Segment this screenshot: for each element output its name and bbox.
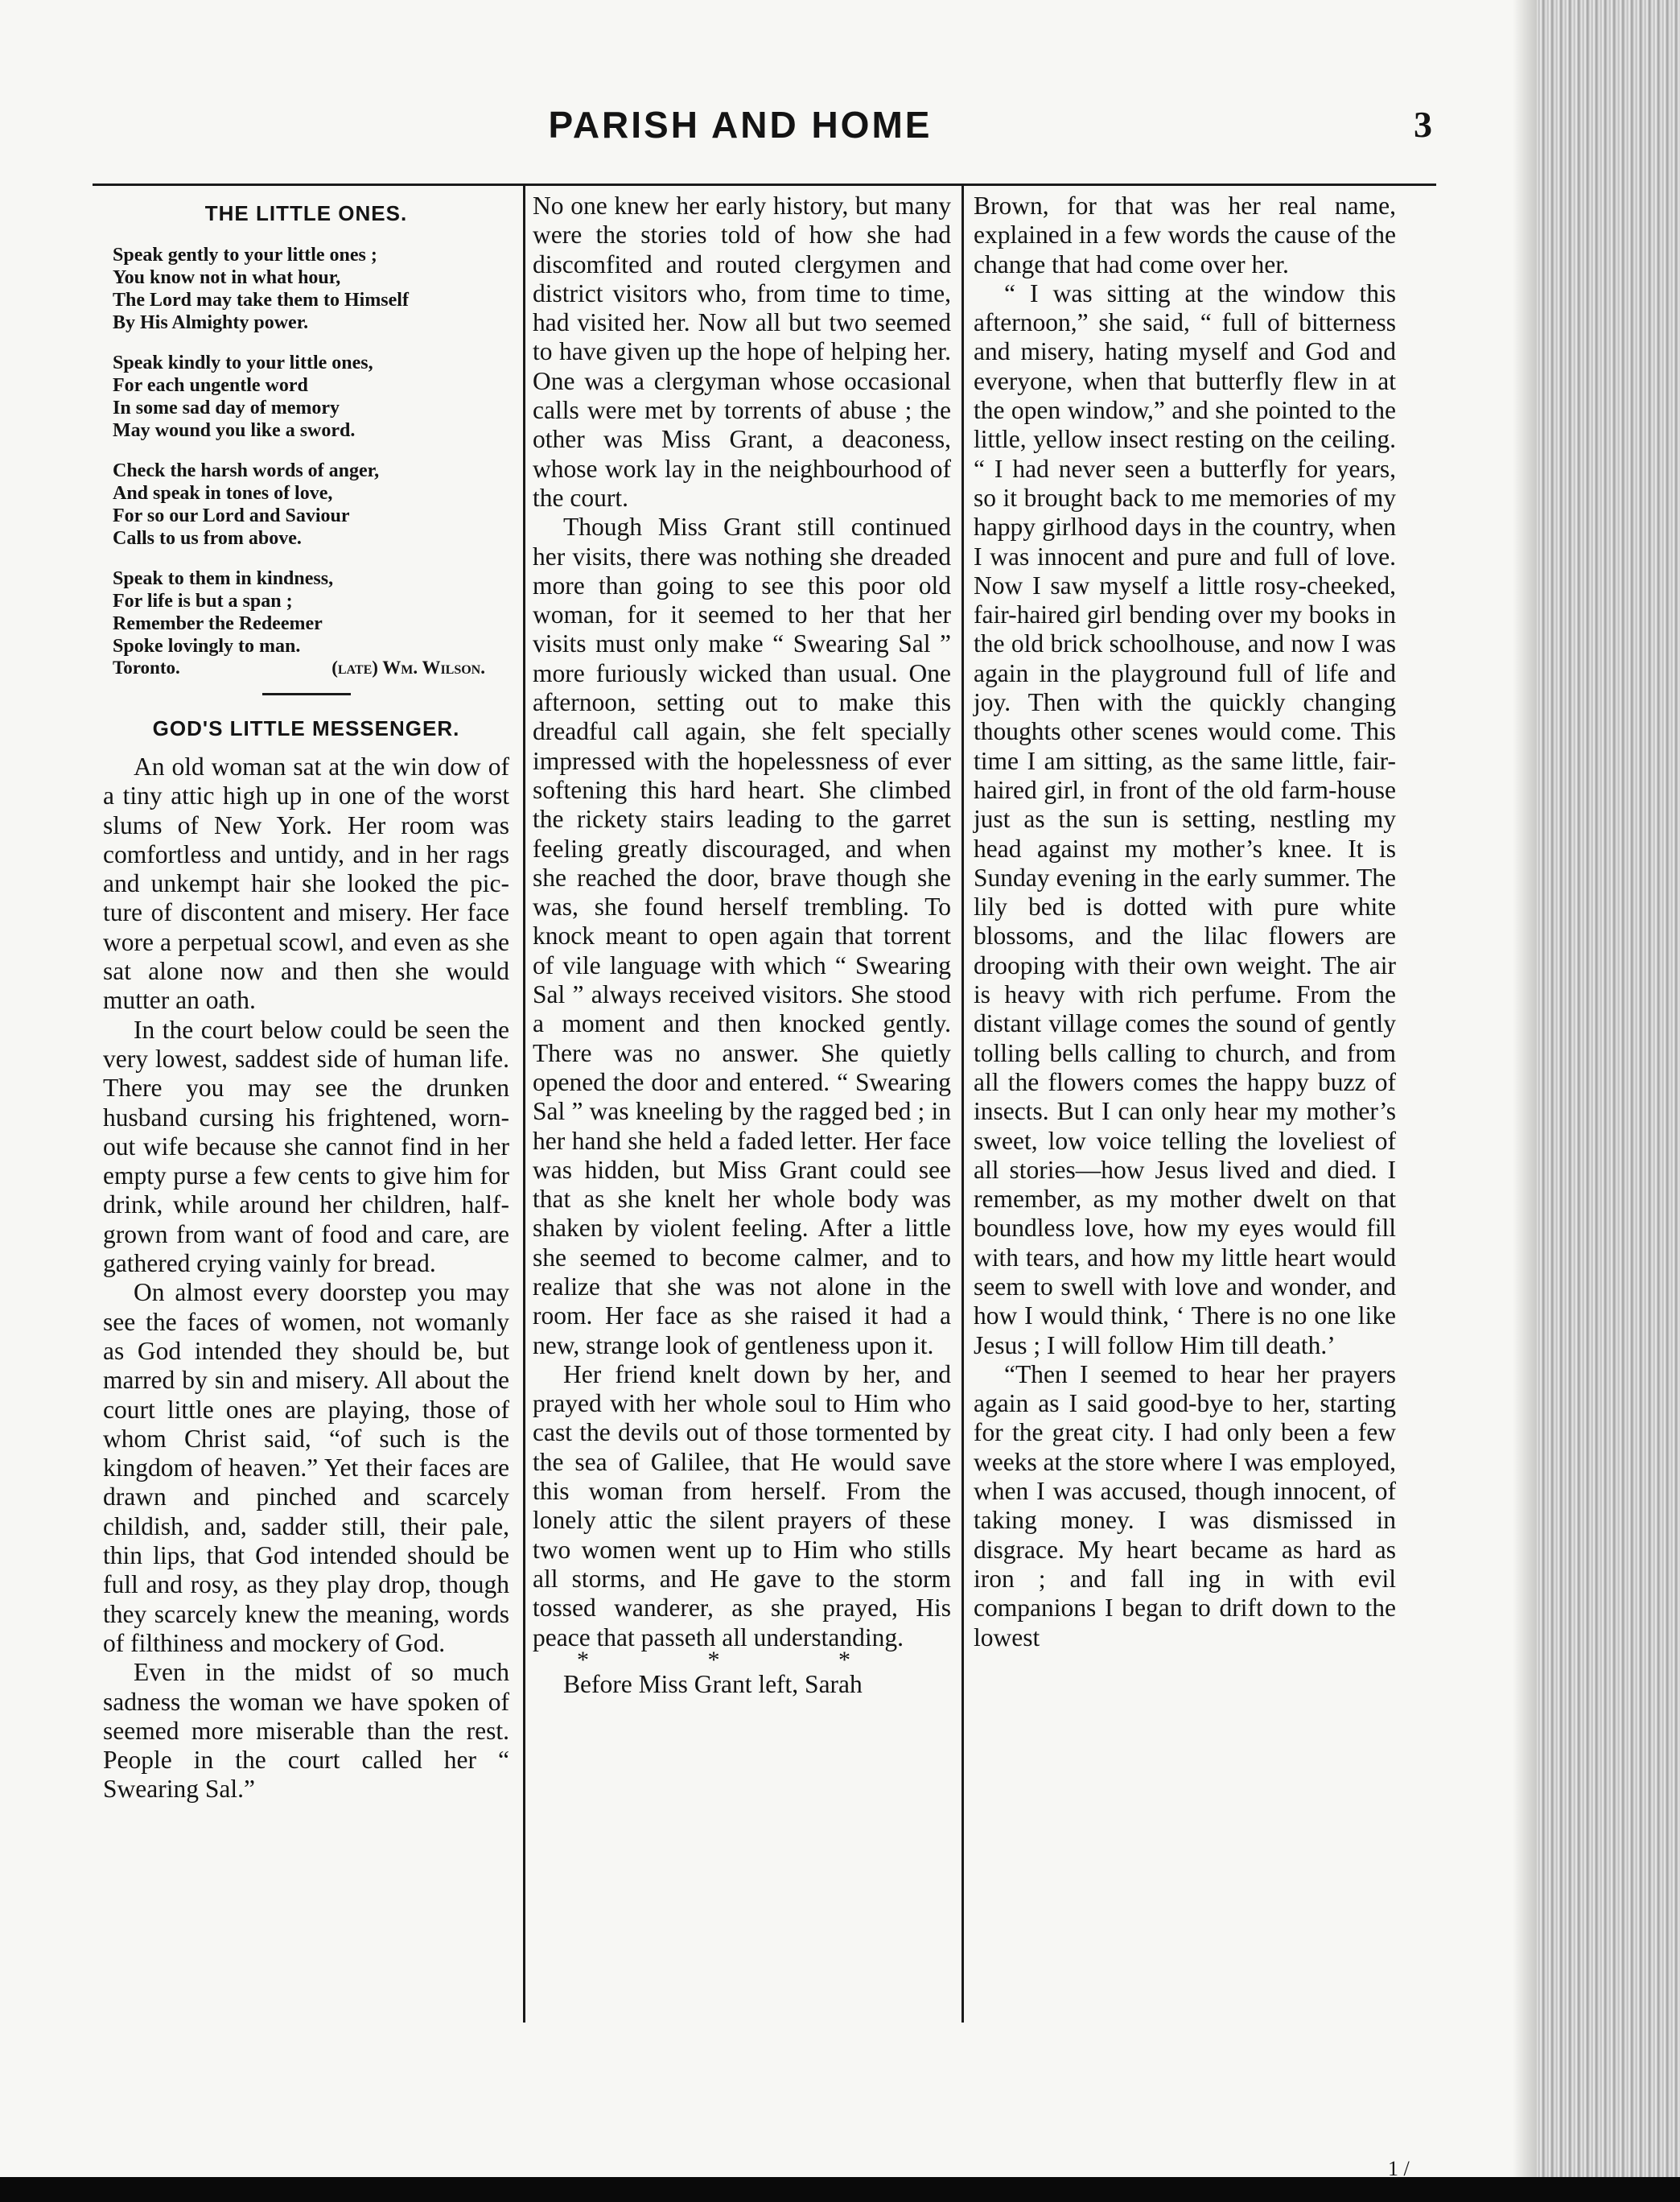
story-paragraph: Though Miss Grant still continued her visits, there was nothing she dreaded more than going to see this poor old woman, for it seemed to her that her visits must only make “ Swearing Sal ” more furiously wicked than usual. One afternoon, setting out to make this dreadful call again, she felt specially impressed with the hopelessness of ever softening this hard heart. She climbed the rickety stairs leading to the garret feeling greatly discouraged, and when she reached the door, brave though she was, she found herself trembling. To knock meant to open again that torrent of vile language with which “ Swearing Sal ” always received visitors. She stood a moment and then knocked gently. There was no answer. She quietly opened the door and entered. “ Swearing Sal ” was kneeling by the ragged bed ; in her hand she held a faded letter. Her face was hidden, but Miss Grant could see that as she knelt her whole body was shaken by violent feeling. After a little she seemed to become calmer, and to realize that she was not alone in the room. Her face as she raised it had a new, strange look of gentleness upon it. (533, 513, 951, 1359)
footer-marks: 1 / (1388, 2157, 1410, 2180)
poem-line: For each ungentle word (113, 375, 308, 396)
story-paragraph: An old woman sat at the win dow of a tiny attic high up in one of the worst slums of New York. Her room was comfortless and untidy, and in her rags and unkempt hair she looked the picture of discontent and misery. Her face wore a perpetual scowl, and even as she sat alone now and then she would mutter an oath. (103, 753, 509, 1015)
book-spine (1537, 0, 1680, 2202)
column-2 (533, 192, 951, 1699)
poem-title: THE LITTLE ONES. (204, 201, 408, 225)
poem-line: And speak in tones of love, (113, 483, 333, 504)
poem-stanza (113, 567, 509, 658)
story-paragraph: “Then I seemed to hear her prayers again as I said good-bye to her, starting for the great city. I had only been a few weeks at the store where I was employed, when I was accused, though innocent, of taking money. I was dismissed in disgrace. My heart became as hard as iron ; and fall ing in with evil companions I began to drift down to the lowest (974, 1359, 1396, 1652)
section-separator: * * * (577, 1646, 907, 1673)
poem-line: By His Almighty power. (113, 312, 309, 333)
poem-line: For life is but a span ; (113, 591, 293, 612)
running-header: PARISH AND HOME (548, 104, 933, 146)
poem-signature (113, 658, 509, 678)
column-3 (974, 192, 1396, 1652)
story-paragraph: Even in the midst of so much sadness the woman we have spoken of seemed more miserable than the rest. People in the court called her “ Swearing Sal.” (103, 1658, 509, 1804)
poem-line: Calls to us from above. (113, 528, 302, 549)
poem-line: The Lord may take them to Himself (113, 290, 409, 311)
column-divider-1 (523, 184, 525, 2023)
column-divider-2 (961, 184, 964, 2023)
poem-line: Check the harsh words of anger, (113, 460, 380, 481)
poem-line: Remember the Redeemer (113, 613, 323, 634)
poem-stanza (113, 460, 509, 550)
story-paragraph: In the court below could be seen the very lowest, saddest side of human life. There you may see the drunken husband cursing his frightened, worn-out wife because she cannot find in her empty purse a few cents to give him for drink, while around her children, half-grown from want of food and care, are gathered crying vainly for bread. (103, 1015, 509, 1278)
story-paragraph: Brown, for that was her real name, explained in a few words the cause of the change that had come over her. (974, 192, 1396, 278)
story-paragraph: “ I was sitting at the window this afternoon,” she said, “ full of bitterness and misery, hating myself and God and everyone, when that butterfly flew in at the open window,” and she pointed to the little, yellow insect resting on the ceiling. “ I had never seen a butterfly for years, so it brought back to me memories of my happy girlhood days in the country, when I was innocent and pure and full of love. Now I saw myself a little rosy-cheeked, fair-haired girl bending over my books in the old brick schoolhouse, and now I was again in the playground full of life and joy. Then with the quickly changing thoughts other scenes would come. This time I am sitting, as the same little, fair-haired girl, in front of the old farm-house just as the sun is setting, nestling my head against my mother’s knee. It is Sunday evening in the early summer. The lily bed is dotted with pure white blossoms, and the lilac flowers are drooping with their own weight. The air is heavy with rich perfume. From the distant village comes the sound of gently tolling bells calling to church, and from all the flowers comes the happy buzz of insects. But I can only hear my mother’s sweet, low voice telling the loveliest of all stories—how Jesus lived and died. I remember, as my mother dwelt on that boundless love, how my eyes would fill with tears, and how my little heart would seem to swell with love and wonder, and how I would think, ‘ There is no one like Jesus ; I will follow Him till death.’ (974, 278, 1396, 1359)
header-rule (93, 184, 1436, 186)
poem-line: In some sad day of memory (113, 398, 340, 419)
story-paragraph: No one knew her early history, but many were the stories told of how she had discomfited and routed clergymen and district visitors who, from time to time, had visited her. Now all but two seemed to have given up the hope of helping her. One was a clergyman whose occasional calls were met by torrents of abuse ; the other was Miss Grant, a deaconess, whose work lay in the neighbourhood of the court. (533, 192, 951, 512)
bottom-edge (0, 2177, 1680, 2202)
poem-body (103, 244, 509, 678)
page-number: 3 (1414, 104, 1432, 145)
story-paragraph: Before Miss Grant left, Sarah (563, 1669, 863, 1698)
poem-place: Toronto. (113, 658, 180, 678)
poem-stanza (113, 352, 509, 442)
story-title: GOD'S LITTLE MESSENGER. (152, 716, 460, 740)
poem-line: Speak gently to your little ones ; (113, 245, 377, 266)
poem-stanza (113, 244, 509, 334)
column-1 (103, 201, 509, 1804)
section-rule (262, 693, 351, 695)
poem-line: You know not in what hour, (113, 267, 341, 288)
story-paragraph: On almost every doorstep you may see the faces of women, not womanly as God intended they should be, but marred by sin and misery. All about the court little ones are playing, those of whom Christ said, “of such is the kingdom of heaven.” Yet their faces are drawn and pinched and scarcely childish, and, sadder still, their pale, thin lips, that God intended should be full and rosy, as they play drop, though they scarcely knew the meaning, words of filthiness and mockery of God. (103, 1278, 509, 1657)
poem-line: For so our Lord and Saviour (113, 505, 350, 526)
poem-line: Spoke lovingly to man. (113, 636, 301, 657)
poem-line: May wound you like a sword. (113, 420, 356, 441)
poem-line: Speak to them in kindness, (113, 568, 334, 589)
poem-author: (late) Wm. Wilson. (331, 658, 485, 678)
poem-line: Speak kindly to your little ones, (113, 353, 373, 373)
story-paragraph: Her friend knelt down by her, and prayed with her whole soul to Him who cast the devils out of those tormented by the sea of Galilee, that He would save this woman from herself. From the lonely attic the silent prayers of these two women went up to Him who stills all storms, and He gave to the storm tossed wanderer, as she prayed, His peace that passeth all understanding. (533, 1359, 951, 1652)
